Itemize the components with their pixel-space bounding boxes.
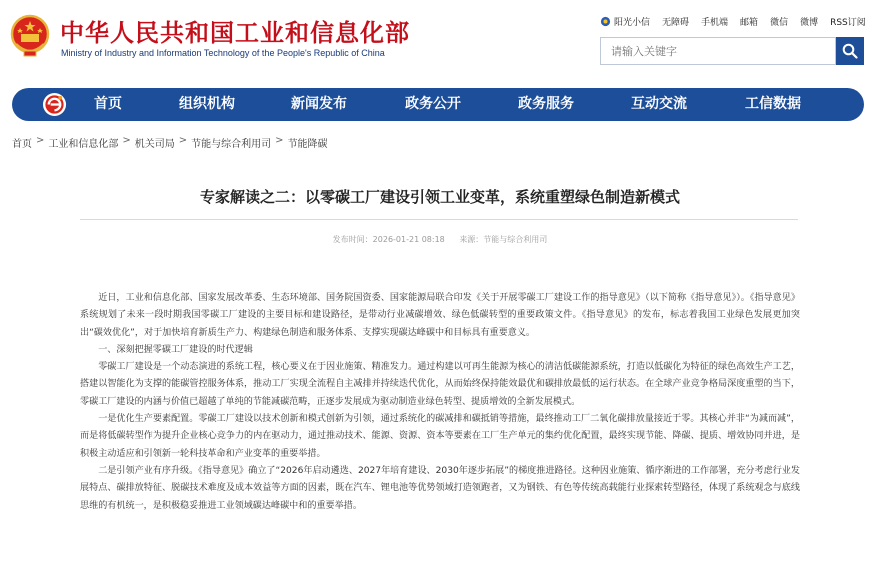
top-link-wechat[interactable]: 微信 — [770, 17, 789, 28]
miit-logo-icon[interactable] — [42, 92, 67, 117]
national-emblem-icon — [10, 14, 50, 58]
nav-item-organization[interactable]: 组织机构 — [179, 96, 235, 112]
nav-item-news[interactable]: 新闻发布 — [291, 96, 347, 112]
top-link-mobile[interactable]: 手机端 — [701, 17, 729, 28]
publish-time: 发布时间：2026-01-21 08:18 — [332, 235, 445, 244]
article-paragraph: 一、深刻把握零碳工厂建设的时代逻辑 — [98, 344, 253, 355]
breadcrumb-departments[interactable]: 机关司局 — [134, 139, 175, 150]
breadcrumb-separator: > — [36, 135, 45, 146]
article-paragraph: 零碳工厂建设是一个动态演进的系统工程，核心要义在于因业施策、精准发力。通过构建以可再生能源为核心的清洁低碳能源系统，打造以低碳化为特征的绿色高效生产工艺，搭建以智能化为支撑的能碳管控服务体系，推动工厂实现全流程自主减排并持续迭代优化，从而始终保持能效最优和碳排放最低的运行状态。在全球产业竞争格局深度重塑的当下，零碳工厂建设的内涵与价值已超越了单纯的节能减碳范畴，正逐步发展成为驱动制造业绿色转型、提质增效的全新发展模式。 — [80, 362, 800, 407]
sunshine-icon — [600, 16, 611, 27]
top-link-weibo[interactable]: 微博 — [800, 17, 819, 28]
main-nav — [12, 88, 864, 121]
breadcrumb-section[interactable]: 节能降碳 — [287, 139, 328, 150]
site-header — [0, 0, 872, 80]
top-link-sunshine[interactable] — [600, 15, 650, 28]
breadcrumb — [12, 135, 328, 150]
breadcrumb-department[interactable]: 节能与综合利用司 — [191, 139, 272, 150]
site-title[interactable]: 中华人民共和国工业和信息化部 — [60, 19, 410, 47]
top-link-mail[interactable]: 邮箱 — [740, 17, 759, 28]
top-link-accessibility[interactable]: 无障碍 — [662, 17, 690, 28]
nav-item-interaction[interactable]: 互动交流 — [631, 96, 687, 112]
top-link-rss[interactable]: RSS订阅 — [830, 17, 866, 28]
breadcrumb-separator: > — [275, 135, 284, 146]
breadcrumb-separator: > — [178, 135, 188, 146]
article-paragraph: 一是优化生产要素配置。零碳工厂建设以技术创新和模式创新为引领，通过系统化的碳减排和碳抵销等措施，最终推动工厂二氧化碳排放量接近于零。其核心并非“为减而减”，而是将低碳转型作为提升企业核心竞争力的内在驱动力，通过推动技术、能源、资源、资本等要素在工厂生产单元的集约优化配置，最终实现节能、降碳、提质、增效协同并进，是积极主动适应和引领新一轮科技革命和产业变革的重要举措。 — [80, 414, 800, 459]
article-title: 专家解读之二：以零碳工厂建设引领工业变革，系统重塑绿色制造新模式 — [199, 188, 680, 206]
top-links — [600, 13, 866, 29]
nav-item-home[interactable]: 首页 — [94, 96, 122, 112]
breadcrumb-ministry[interactable]: 工业和信息化部 — [48, 139, 119, 150]
search-button[interactable] — [836, 37, 864, 65]
nav-item-data[interactable]: 工信数据 — [745, 96, 801, 112]
site-subtitle: Ministry of Industry and Information Technology of the People's Republic of China — [61, 48, 385, 58]
nav-item-government-services[interactable]: 政务服务 — [518, 96, 574, 112]
search-icon — [842, 43, 858, 59]
article-source: 来源：节能与综合利用司 — [459, 235, 548, 244]
breadcrumb-home[interactable]: 首页 — [12, 139, 32, 150]
article-body — [80, 290, 800, 515]
article-paragraph: 二是引领产业有序升级。《指导意见》确立了“2026年启动遴选、2027年培育建设、2030年逐步拓展”的梯度推进路径。这种因业施策、循序渐进的工作部署，充分考虑行业发展特点、碳排放特征、脱碳技术难度及成本效益等方面的因素，既在汽车、锂电池等优势领域打造领跑者，又为钢铁、有色等传统高载能行业探索转型路径，体现了系统观念与底线思维的有机统一，是积极稳妥推进工业领域碳达峰碳中和的重要举措。 — [80, 465, 800, 511]
nav-item-government-affairs[interactable]: 政务公开 — [405, 96, 461, 112]
article-meta — [80, 234, 800, 245]
top-link-label: 阳光小信 — [614, 17, 651, 28]
title-divider — [80, 219, 798, 220]
search-input[interactable] — [600, 37, 836, 65]
article-paragraph: 近日，工业和信息化部、国家发展改革委、生态环境部、国务院国资委、国家能源局联合印发《关于开展零碳工厂建设工作的指导意见》（以下简称《指导意见》）。《指导意见》系统规划了未来一段时期我国零碳工厂建设的主要目标和建设路径，是带动行业减碳增效、绿色低碳转型的重要政策文件。《指导意见》的发布，标志着我国工业绿色发展更加突出“碳效优化”，对于加快培育新质生产力、构建绿色制造和服务体系、支撑实现碳达峰碳中和目标具有重要意义。 — [80, 293, 800, 338]
breadcrumb-separator: > — [122, 135, 131, 146]
